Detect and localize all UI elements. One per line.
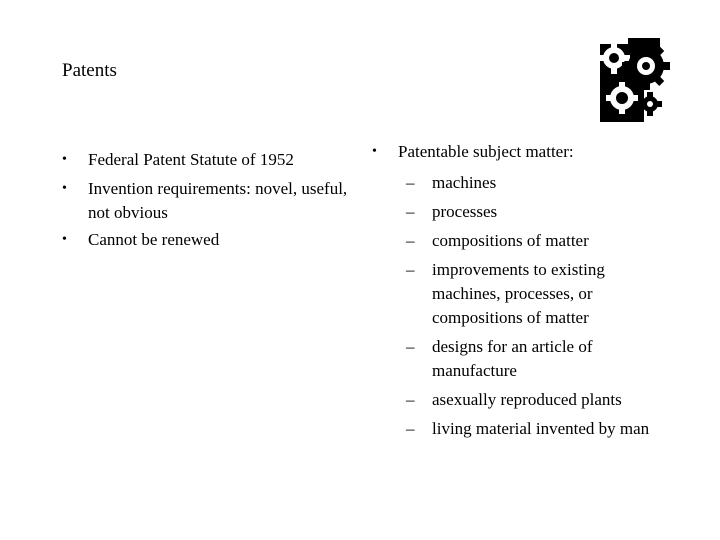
dash-icon: – [406, 231, 415, 250]
dash-icon: – [406, 173, 415, 192]
list-item [62, 174, 352, 225]
right-bullet-list [372, 137, 672, 441]
sub-item-text: machines [432, 173, 497, 192]
bullet-icon: • [62, 181, 67, 196]
bullet-icon: • [62, 232, 67, 247]
gears-icon [600, 38, 672, 122]
list-item [372, 229, 672, 253]
bullet-icon: • [372, 144, 377, 159]
list-item [372, 388, 672, 412]
dash-icon: – [406, 419, 415, 438]
bullet-icon: • [62, 152, 67, 167]
list-item [62, 225, 352, 254]
sub-item-text: designs for an article of manufacture [432, 337, 593, 380]
list-item [372, 137, 672, 166]
list-item [372, 417, 672, 441]
left-bullet-list [62, 145, 352, 254]
subject-matter-list [372, 171, 672, 441]
dash-icon: – [406, 202, 415, 221]
sub-item-text: processes [432, 202, 498, 221]
list-item [372, 171, 672, 195]
bullet-text: Federal Patent Statute of 1952 [88, 150, 294, 169]
list-item [62, 145, 352, 174]
sub-item-text: living material invented by man [432, 419, 650, 438]
dash-icon: – [406, 260, 415, 279]
sub-item-text: asexually reproduced plants [432, 390, 622, 409]
bullet-text: Invention requirements: novel, useful, not obvious [88, 179, 348, 222]
dash-icon: – [406, 390, 415, 409]
sub-item-text: improvements to existing machines, processes, or compositions of matter [432, 260, 605, 327]
list-item [372, 200, 672, 224]
bullet-text: Cannot be renewed [88, 230, 220, 249]
subject-matter-heading: Patentable subject matter: [398, 142, 574, 161]
list-item [372, 258, 672, 330]
list-item [372, 335, 672, 383]
slide-title: Patents [62, 60, 117, 81]
sub-item-text: compositions of matter [432, 231, 589, 250]
dash-icon: – [406, 337, 415, 356]
